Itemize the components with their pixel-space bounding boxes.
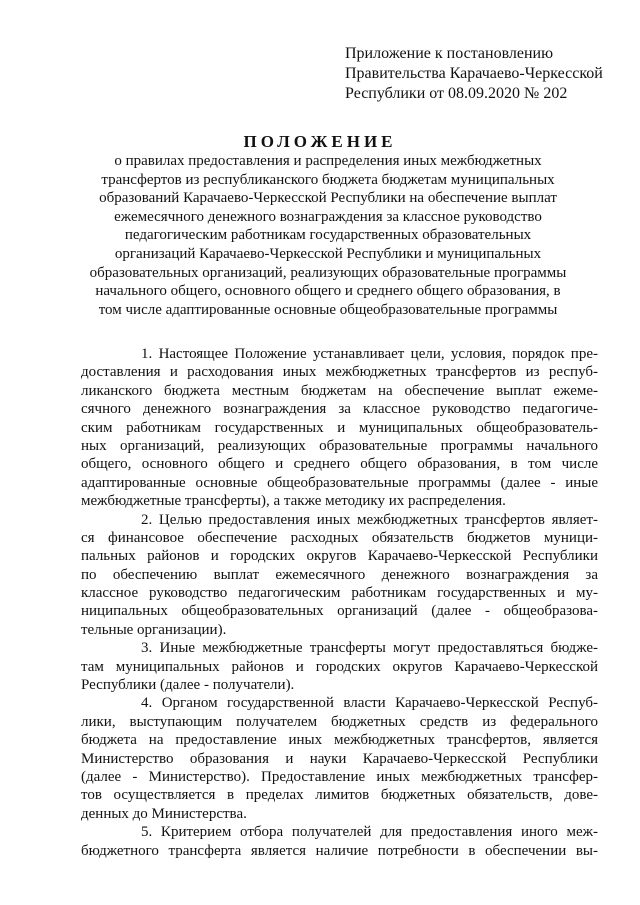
- subtitle-line: начального общего, основного общего и среднего общего образования, в: [95, 283, 561, 300]
- body-line: бюджетного трансферта является наличие потребности в обеспечении вы-: [81, 842, 598, 859]
- body-line: тов осуществляется в пределах лимитов бюджетных обязательств, дове-: [81, 787, 598, 804]
- subtitle-line: образований Карачаево-Черкесской Республики на обеспечение выплат: [99, 190, 557, 207]
- body-line: бюджета на предоставление иных межбюджетных трансфертов, является: [81, 732, 598, 749]
- body-line: Министерство образования и науки Карачаево-Черкесской Республики: [81, 750, 598, 767]
- document-title: ПОЛОЖЕНИЕ: [243, 132, 397, 151]
- body-line: лики, выступающим получателем бюджетных средств из федерального: [81, 713, 598, 730]
- body-line: тельные организации).: [81, 621, 227, 638]
- subtitle-line: трансфертов из республиканского бюджета бюджетам муниципальных: [101, 171, 555, 188]
- body-line: денных до Министерства.: [81, 805, 247, 822]
- body-line: 2. Целью предоставления иных межбюджетных трансфертов являет-: [141, 511, 598, 528]
- body-line: 1. Настоящее Положение устанавливает цели, условия, порядок пре-: [141, 346, 598, 362]
- document-body: [81, 345, 598, 860]
- subtitle-line: образовательных организаций, реализующих образовательные программы: [89, 264, 567, 281]
- body-line: адаптированные основные общеобразовательные программы (далее - иные: [81, 474, 598, 491]
- body-line: 3. Иные межбюджетные трансферты могут предоставляться бюдже-: [141, 640, 598, 657]
- body-line: 5. Критерием отбора получателей для предоставления иного меж-: [141, 824, 598, 841]
- body-line: (далее - Министерство). Предоставление иных межбюджетных трансфер-: [81, 768, 598, 785]
- body-line: межбюджетные трансферты), а также методику их распределения.: [81, 493, 506, 510]
- body-line: классное руководство педагогическим работникам государственных и му-: [81, 585, 598, 602]
- appendix-line: Республики от 08.09.2020 № 202: [345, 85, 568, 102]
- body-line: доставления и расходования иных межбюджетных трансфертов из респуб-: [81, 364, 598, 381]
- body-line: ниципальных общеобразовательных организаций (далее - общеобразова-: [81, 603, 598, 620]
- body-line: там муниципальных районов и городских округов Карачаево-Черкесской: [81, 658, 598, 675]
- subtitle-line: о правилах предоставления и распределения иных межбюджетных: [114, 153, 542, 169]
- document-subtitle: [60, 152, 596, 319]
- body-line: ся финансовое обеспечение расходных обязательств бюджетов муници-: [81, 529, 598, 546]
- body-line: по обеспечению выплат ежемесячного денежного вознаграждения за: [81, 566, 598, 583]
- appendix-reference: [345, 44, 630, 104]
- body-line: Республики (далее - получатели).: [81, 677, 295, 694]
- body-line: ных организаций, реализующих образовательные программы начального: [81, 437, 598, 454]
- subtitle-line: педагогическим работникам государственных образовательных: [124, 227, 532, 244]
- body-line: ликанского бюджета местным бюджетам на обеспечение выплат ежеме-: [81, 382, 598, 399]
- body-line: сячного денежного вознаграждения за классное руководство педагогиче-: [81, 401, 598, 418]
- body-line: ским работникам государственных и муниципальных общеобразователь-: [81, 419, 598, 436]
- body-line: 4. Органом государственной власти Карачаево-Черкесской Респуб-: [141, 695, 598, 712]
- subtitle-line: том числе адаптированные основные общеобразовательные программы: [98, 301, 558, 318]
- body-line: пальных районов и городских округов Карачаево-Черкесской Республики: [81, 548, 598, 565]
- subtitle-line: организаций Карачаево-Черкесской Республики и муниципальных: [114, 245, 542, 262]
- appendix-line: Приложение к постановлению: [345, 45, 554, 62]
- subtitle-line: ежемесячного денежного вознаграждения за классное руководство: [114, 208, 542, 225]
- body-line: общего, основного общего и среднего общего образования, в том числе: [81, 456, 598, 473]
- appendix-line: Правительства Карачаево-Черкесской: [345, 65, 603, 82]
